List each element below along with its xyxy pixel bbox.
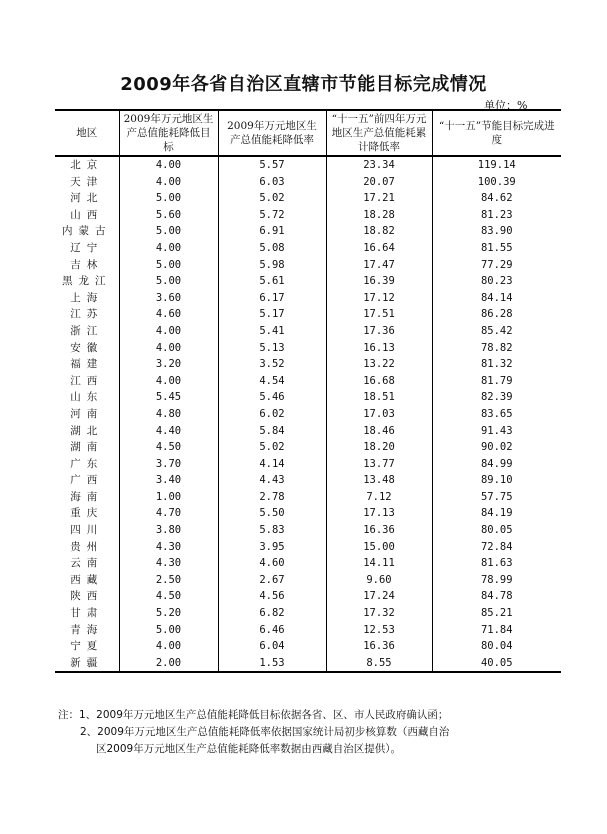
cell-2009-target: 4.40 bbox=[119, 423, 218, 440]
cell-2009-target: 2.00 bbox=[119, 655, 218, 673]
cell-region: 上海 bbox=[55, 290, 119, 307]
cell-region: 广东 bbox=[55, 456, 119, 473]
cell-2009-target: 4.00 bbox=[119, 323, 218, 340]
cell-region: 福建 bbox=[55, 356, 119, 373]
cell-region: 辽宁 bbox=[55, 240, 119, 257]
table-row bbox=[55, 223, 561, 240]
cell-region: 江苏 bbox=[55, 306, 119, 323]
cell-target-progress: 81.63 bbox=[432, 555, 561, 572]
cell-2009-target: 1.00 bbox=[119, 489, 218, 506]
cell-2009-target: 3.70 bbox=[119, 456, 218, 473]
cell-target-progress: 85.21 bbox=[432, 605, 561, 622]
table-row bbox=[55, 439, 561, 456]
unit-label: 单位：% bbox=[484, 99, 528, 112]
cell-2009-reduction-rate: 5.50 bbox=[218, 505, 326, 522]
cell-target-progress: 80.04 bbox=[432, 638, 561, 655]
cell-2009-target: 4.00 bbox=[119, 240, 218, 257]
cell-2009-reduction-rate: 6.02 bbox=[218, 406, 326, 423]
table-row bbox=[55, 622, 561, 639]
cell-target-progress: 80.05 bbox=[432, 522, 561, 539]
cell-target-progress: 77.29 bbox=[432, 257, 561, 274]
cell-target-progress: 57.75 bbox=[432, 489, 561, 506]
cell-target-progress: 83.90 bbox=[432, 223, 561, 240]
table-row bbox=[55, 655, 561, 673]
cell-region: 江西 bbox=[55, 373, 119, 390]
cell-region: 河南 bbox=[55, 406, 119, 423]
cell-target-progress: 80.23 bbox=[432, 273, 561, 290]
cell-2009-reduction-rate: 5.83 bbox=[218, 522, 326, 539]
cell-2009-reduction-rate: 5.84 bbox=[218, 423, 326, 440]
cell-region: 广西 bbox=[55, 472, 119, 489]
cell-region: 吉林 bbox=[55, 257, 119, 274]
cell-cumulative-reduction: 12.53 bbox=[326, 622, 432, 639]
table-row bbox=[55, 323, 561, 340]
cell-2009-target: 4.50 bbox=[119, 439, 218, 456]
cell-target-progress: 100.39 bbox=[432, 174, 561, 191]
cell-target-progress: 78.82 bbox=[432, 340, 561, 357]
cell-target-progress: 72.84 bbox=[432, 539, 561, 556]
cell-cumulative-reduction: 15.00 bbox=[326, 539, 432, 556]
cell-cumulative-reduction: 17.47 bbox=[326, 257, 432, 274]
cell-region: 青海 bbox=[55, 622, 119, 639]
cell-region: 湖北 bbox=[55, 423, 119, 440]
cell-2009-reduction-rate: 5.72 bbox=[218, 207, 326, 224]
cell-region: 山东 bbox=[55, 389, 119, 406]
cell-cumulative-reduction: 9.60 bbox=[326, 572, 432, 589]
cell-target-progress: 81.55 bbox=[432, 240, 561, 257]
cell-target-progress: 78.99 bbox=[432, 572, 561, 589]
table-row bbox=[55, 373, 561, 390]
table-row bbox=[55, 406, 561, 423]
table-row bbox=[55, 489, 561, 506]
table-row bbox=[55, 306, 561, 323]
table-row bbox=[55, 638, 561, 655]
cell-region: 海南 bbox=[55, 489, 119, 506]
cell-2009-target: 3.60 bbox=[119, 290, 218, 307]
cell-target-progress: 84.14 bbox=[432, 290, 561, 307]
cell-cumulative-reduction: 17.12 bbox=[326, 290, 432, 307]
cell-2009-target: 4.50 bbox=[119, 588, 218, 605]
header-region: 地区 bbox=[55, 110, 119, 156]
cell-2009-reduction-rate: 2.67 bbox=[218, 572, 326, 589]
cell-2009-reduction-rate: 3.52 bbox=[218, 356, 326, 373]
cell-target-progress: 84.99 bbox=[432, 456, 561, 473]
cell-region: 四川 bbox=[55, 522, 119, 539]
table-row bbox=[55, 389, 561, 406]
cell-target-progress: 85.42 bbox=[432, 323, 561, 340]
table-row bbox=[55, 605, 561, 622]
cell-target-progress: 86.28 bbox=[432, 306, 561, 323]
cell-region: 北京 bbox=[55, 156, 119, 174]
cell-target-progress: 81.23 bbox=[432, 207, 561, 224]
cell-2009-reduction-rate: 6.03 bbox=[218, 174, 326, 191]
footnote-1: 注：1、2009年万元地区生产总值能耗降低目标依据各省、区、市人民政府确认函； bbox=[58, 709, 449, 721]
cell-2009-target: 4.30 bbox=[119, 539, 218, 556]
cell-region: 陕西 bbox=[55, 588, 119, 605]
cell-2009-reduction-rate: 6.91 bbox=[218, 223, 326, 240]
table-row bbox=[55, 588, 561, 605]
cell-cumulative-reduction: 16.68 bbox=[326, 373, 432, 390]
cell-2009-target: 3.20 bbox=[119, 356, 218, 373]
table-row bbox=[55, 539, 561, 556]
header-target-progress: “十一五”节能目标完成进度 bbox=[432, 110, 561, 156]
cell-cumulative-reduction: 23.34 bbox=[326, 156, 432, 174]
cell-2009-target: 3.40 bbox=[119, 472, 218, 489]
footnote-2-continued: 区2009年万元地区生产总值能耗降低率数据由西藏自治区提供）。 bbox=[96, 743, 401, 755]
table-row bbox=[55, 572, 561, 589]
table-body bbox=[55, 156, 561, 672]
cell-cumulative-reduction: 13.48 bbox=[326, 472, 432, 489]
cell-cumulative-reduction: 13.22 bbox=[326, 356, 432, 373]
cell-2009-reduction-rate: 6.17 bbox=[218, 290, 326, 307]
cell-2009-reduction-rate: 4.43 bbox=[218, 472, 326, 489]
cell-cumulative-reduction: 18.28 bbox=[326, 207, 432, 224]
cell-target-progress: 81.32 bbox=[432, 356, 561, 373]
cell-2009-target: 4.00 bbox=[119, 174, 218, 191]
cell-2009-reduction-rate: 1.53 bbox=[218, 655, 326, 673]
cell-2009-target: 4.70 bbox=[119, 505, 218, 522]
cell-region: 河北 bbox=[55, 190, 119, 207]
cell-2009-reduction-rate: 6.46 bbox=[218, 622, 326, 639]
cell-target-progress: 119.14 bbox=[432, 156, 561, 174]
cell-2009-target: 5.45 bbox=[119, 389, 218, 406]
cell-2009-reduction-rate: 5.41 bbox=[218, 323, 326, 340]
cell-cumulative-reduction: 18.20 bbox=[326, 439, 432, 456]
cell-cumulative-reduction: 17.51 bbox=[326, 306, 432, 323]
cell-2009-reduction-rate: 4.54 bbox=[218, 373, 326, 390]
cell-2009-target: 4.00 bbox=[119, 156, 218, 174]
cell-region: 天津 bbox=[55, 174, 119, 191]
cell-2009-target: 4.30 bbox=[119, 555, 218, 572]
table-header-row bbox=[55, 110, 561, 156]
cell-cumulative-reduction: 18.51 bbox=[326, 389, 432, 406]
cell-target-progress: 89.10 bbox=[432, 472, 561, 489]
cell-2009-target: 4.00 bbox=[119, 340, 218, 357]
cell-2009-reduction-rate: 4.60 bbox=[218, 555, 326, 572]
cell-cumulative-reduction: 17.24 bbox=[326, 588, 432, 605]
cell-2009-reduction-rate: 6.82 bbox=[218, 605, 326, 622]
cell-cumulative-reduction: 18.82 bbox=[326, 223, 432, 240]
cell-target-progress: 84.62 bbox=[432, 190, 561, 207]
cell-cumulative-reduction: 16.64 bbox=[326, 240, 432, 257]
cell-2009-target: 4.60 bbox=[119, 306, 218, 323]
cell-cumulative-reduction: 20.07 bbox=[326, 174, 432, 191]
cell-2009-target: 2.50 bbox=[119, 572, 218, 589]
cell-region: 西藏 bbox=[55, 572, 119, 589]
cell-2009-reduction-rate: 2.78 bbox=[218, 489, 326, 506]
cell-2009-reduction-rate: 5.46 bbox=[218, 389, 326, 406]
table-row bbox=[55, 273, 561, 290]
cell-2009-reduction-rate: 5.02 bbox=[218, 439, 326, 456]
cell-2009-target: 3.80 bbox=[119, 522, 218, 539]
cell-target-progress: 84.19 bbox=[432, 505, 561, 522]
cell-cumulative-reduction: 14.11 bbox=[326, 555, 432, 572]
cell-2009-reduction-rate: 3.95 bbox=[218, 539, 326, 556]
cell-2009-target: 5.00 bbox=[119, 622, 218, 639]
header-2009-target: 2009年万元地区生产总值能耗降低目标 bbox=[119, 110, 218, 156]
table-row bbox=[55, 522, 561, 539]
table-row bbox=[55, 423, 561, 440]
cell-cumulative-reduction: 17.32 bbox=[326, 605, 432, 622]
cell-cumulative-reduction: 16.13 bbox=[326, 340, 432, 357]
cell-cumulative-reduction: 16.36 bbox=[326, 522, 432, 539]
cell-target-progress: 71.84 bbox=[432, 622, 561, 639]
cell-region: 内蒙古 bbox=[55, 223, 119, 240]
cell-target-progress: 91.43 bbox=[432, 423, 561, 440]
cell-2009-reduction-rate: 4.14 bbox=[218, 456, 326, 473]
cell-2009-target: 5.00 bbox=[119, 223, 218, 240]
cell-cumulative-reduction: 16.36 bbox=[326, 638, 432, 655]
table-row bbox=[55, 472, 561, 489]
cell-target-progress: 40.05 bbox=[432, 655, 561, 673]
cell-target-progress: 81.79 bbox=[432, 373, 561, 390]
cell-2009-reduction-rate: 5.13 bbox=[218, 340, 326, 357]
cell-2009-target: 5.20 bbox=[119, 605, 218, 622]
cell-cumulative-reduction: 16.39 bbox=[326, 273, 432, 290]
cell-region: 云南 bbox=[55, 555, 119, 572]
table-row bbox=[55, 190, 561, 207]
cell-cumulative-reduction: 7.12 bbox=[326, 489, 432, 506]
cell-target-progress: 84.78 bbox=[432, 588, 561, 605]
cell-cumulative-reduction: 17.03 bbox=[326, 406, 432, 423]
cell-2009-target: 5.00 bbox=[119, 190, 218, 207]
table-row bbox=[55, 207, 561, 224]
table-row bbox=[55, 456, 561, 473]
table-row bbox=[55, 174, 561, 191]
cell-region: 安徽 bbox=[55, 340, 119, 357]
table-row bbox=[55, 240, 561, 257]
cell-cumulative-reduction: 17.21 bbox=[326, 190, 432, 207]
header-2009-reduction-rate: 2009年万元地区生产总值能耗降低率 bbox=[218, 110, 326, 156]
cell-region: 重庆 bbox=[55, 505, 119, 522]
page-title: 2009年各省自治区直辖市节能目标完成情况 bbox=[120, 74, 487, 95]
cell-2009-target: 4.00 bbox=[119, 373, 218, 390]
cell-2009-reduction-rate: 5.08 bbox=[218, 240, 326, 257]
cell-cumulative-reduction: 17.13 bbox=[326, 505, 432, 522]
table-row bbox=[55, 356, 561, 373]
energy-target-table bbox=[55, 109, 561, 673]
table-row bbox=[55, 290, 561, 307]
footnotes bbox=[58, 707, 558, 758]
cell-2009-target: 4.80 bbox=[119, 406, 218, 423]
cell-target-progress: 82.39 bbox=[432, 389, 561, 406]
table-row bbox=[55, 505, 561, 522]
table-row bbox=[55, 156, 561, 174]
cell-region: 浙江 bbox=[55, 323, 119, 340]
cell-2009-target: 5.00 bbox=[119, 257, 218, 274]
table-row bbox=[55, 340, 561, 357]
cell-2009-reduction-rate: 5.02 bbox=[218, 190, 326, 207]
cell-cumulative-reduction: 8.55 bbox=[326, 655, 432, 673]
cell-2009-reduction-rate: 5.98 bbox=[218, 257, 326, 274]
cell-cumulative-reduction: 13.77 bbox=[326, 456, 432, 473]
cell-region: 甘肃 bbox=[55, 605, 119, 622]
cell-region: 贵州 bbox=[55, 539, 119, 556]
header-cumulative-reduction: “十一五”前四年万元地区生产总值能耗累计降低率 bbox=[326, 110, 432, 156]
table-row bbox=[55, 257, 561, 274]
cell-2009-reduction-rate: 6.04 bbox=[218, 638, 326, 655]
cell-2009-reduction-rate: 5.57 bbox=[218, 156, 326, 174]
cell-2009-target: 5.00 bbox=[119, 273, 218, 290]
cell-target-progress: 83.65 bbox=[432, 406, 561, 423]
cell-region: 湖南 bbox=[55, 439, 119, 456]
footnote-2: 2、2009年万元地区生产总值能耗降低率依据国家统计局初步核算数（西藏自治 bbox=[80, 726, 450, 738]
cell-region: 新疆 bbox=[55, 655, 119, 673]
cell-target-progress: 90.02 bbox=[432, 439, 561, 456]
cell-2009-reduction-rate: 5.17 bbox=[218, 306, 326, 323]
cell-2009-reduction-rate: 5.61 bbox=[218, 273, 326, 290]
cell-2009-target: 5.60 bbox=[119, 207, 218, 224]
cell-2009-reduction-rate: 4.56 bbox=[218, 588, 326, 605]
table-row bbox=[55, 555, 561, 572]
cell-region: 宁夏 bbox=[55, 638, 119, 655]
cell-2009-target: 4.00 bbox=[119, 638, 218, 655]
cell-region: 山西 bbox=[55, 207, 119, 224]
cell-cumulative-reduction: 18.46 bbox=[326, 423, 432, 440]
cell-cumulative-reduction: 17.36 bbox=[326, 323, 432, 340]
cell-region: 黑龙江 bbox=[55, 273, 119, 290]
